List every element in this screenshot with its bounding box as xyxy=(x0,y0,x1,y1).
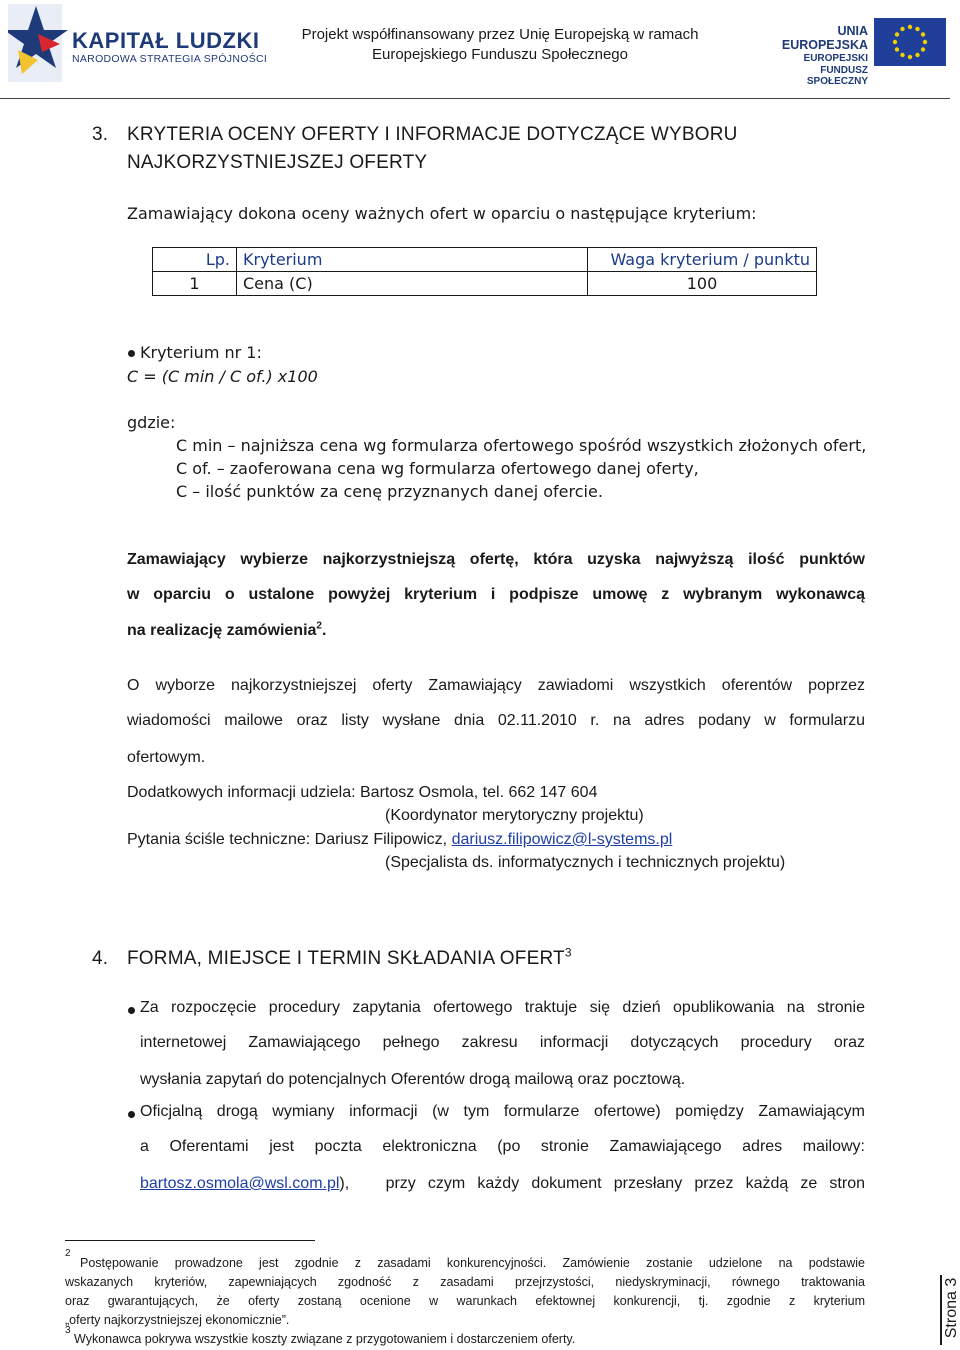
table-cell-lp: 1 xyxy=(153,272,237,296)
section-3-title-line-1: KRYTERIA OCENY OFERTY I INFORMACJE DOTYCZĄCE WYBORU xyxy=(127,124,738,145)
section-4-number: 4. xyxy=(92,948,109,969)
contact-coordinator-role: (Koordynator merytoryczny projektu) xyxy=(385,807,644,824)
header-divider xyxy=(0,98,950,99)
definition-c: C – ilość punktów za cenę przyznanych danej ofercie. xyxy=(176,482,603,501)
notification-line-3: ofertowym. xyxy=(127,749,206,766)
contact-technical xyxy=(127,829,672,851)
definition-c-of: C of. – zaoferowana cena wg formularza ofertowego danej oferty, xyxy=(176,459,699,478)
bullet-icon xyxy=(128,1007,135,1014)
contact-coordinator: Dodatkowych informacji udziela: Bartosz Osmola, tel. 662 147 604 xyxy=(127,784,598,801)
section-4-title xyxy=(127,945,572,970)
where-label: gdzie: xyxy=(127,413,176,432)
footnote-2-line-1: Postępowanie prowadzone jest zgodnie z zasadami konkurencyjności. Zamówienie zostanie udzielone na podstawie xyxy=(80,1256,865,1270)
eu-line-1: UNIA EUROPEJSKA xyxy=(781,24,868,52)
footnote-2-marker: 2 xyxy=(65,1247,71,1259)
footnote-divider xyxy=(65,1240,315,1241)
table-header-lp: Lp. xyxy=(153,248,237,272)
contact-technical-role: (Specjalista ds. informatycznych i technicznych projektu) xyxy=(385,854,786,871)
footnote-ref-3[interactable]: 3 xyxy=(564,945,572,960)
criteria-table xyxy=(152,247,817,296)
criteria-intro: Zamawiający dokona oceny ważnych ofert w oparciu o następujące kryterium: xyxy=(127,204,757,223)
footnote-2-line-2: wskazanych kryteriów, zapewniających zgodność z zasadami przejrzystości, niedyskryminacji, równego traktowania xyxy=(65,1275,865,1289)
table-header-weight: Waga kryterium / punktu xyxy=(588,248,817,272)
criterion-label: Kryterium nr 1: xyxy=(140,343,262,362)
kl-subtitle: NARODOWA STRATEGIA SPÓJNOŚCI xyxy=(72,53,268,65)
bullet-icon xyxy=(128,1111,135,1118)
procedure-start-line-1: Za rozpoczęcie procedury zapytania ofertowego traktuje się dzień opublikowania na stronie xyxy=(140,999,865,1016)
footnote-3-line-1: Wykonawca pokrywa wszystkie koszty związane z przygotowaniem i dostarczeniem oferty. xyxy=(74,1332,576,1346)
communication-line-2: a Oferentami jest poczta elektroniczna (po stronie Zamawiającego adres mailowy: xyxy=(140,1138,865,1155)
footnote-3-number xyxy=(65,1325,71,1344)
footnote-2-line-3: oraz gwarantujących, że oferty zostaną ocenione w warunkach efektownej konkurencji, tj. zgodnie z kryterium xyxy=(65,1294,865,1308)
selection-rule-text: na realizację zamówienia xyxy=(127,622,317,639)
procedure-start-line-2: internetowej Zamawiającego pełnego zakresu informacji dotyczących procedury oraz xyxy=(140,1034,865,1051)
eu-text xyxy=(758,24,868,87)
communication-line-3 xyxy=(140,1173,865,1195)
footnote-2-number xyxy=(65,1248,71,1267)
section-3-number: 3. xyxy=(92,124,109,145)
eu-line-3: FUNDUSZ SPOŁECZNY xyxy=(806,65,868,87)
communication-line-1: Oficjalną drogą wymiany informacji (w tym formularze ofertowe) pomiędzy Zamawiającym xyxy=(140,1103,865,1120)
table-row xyxy=(153,272,817,296)
bullet-icon xyxy=(128,350,135,357)
notification-line-1: O wyborze najkorzystniejszej oferty Zamawiający zawiadomi wszystkich oferentów poprzez xyxy=(127,677,865,694)
price-formula: C = (C min / C of.) x100 xyxy=(127,367,318,386)
footnote-3-marker: 3 xyxy=(65,1324,71,1336)
section-3-title-line-2: NAJKORZYSTNIEJSZEJ OFERTY xyxy=(127,152,428,173)
page-header xyxy=(0,0,960,100)
selection-rule-end: . xyxy=(321,622,327,639)
contact-technical-prefix: Pytania ściśle techniczne: Dariusz Filipowicz, xyxy=(127,831,452,848)
kl-title: KAPITAŁ LUDZKI xyxy=(72,28,260,53)
definition-c-min: C min – najniższa cena wg formularza ofertowego spośród wszystkich złożonych ofert, xyxy=(176,436,867,455)
contact-email-link[interactable]: bartosz.osmola@wsl.com.pl xyxy=(140,1175,340,1192)
table-cell-criterion: Cena (C) xyxy=(237,272,588,296)
selection-rule-line-2: w oparciu o ustalone powyżej kryterium i podpisze umowę z wybranym wykonawcą xyxy=(127,586,865,603)
procedure-start-line-3: wysłania zapytań do potencjalnych Oferentów drogą mailową oraz pocztową. xyxy=(140,1071,686,1088)
eu-line-2: EUROPEJSKI xyxy=(803,53,868,64)
notification-line-2: wiadomości mailowe oraz listy wysłane dnia 02.11.2010 r. na adres podany w formularzu xyxy=(127,712,865,729)
selection-rule-line-1: Zamawiający wybierze najkorzystniejszą ofertę, która uzyska najwyższą ilość punktów xyxy=(127,551,865,568)
eu-flag-icon xyxy=(874,18,946,66)
section-4-title-text: FORMA, MIEJSCE I TERMIN SKŁADANIA OFERT xyxy=(127,948,565,969)
page-number-tab xyxy=(940,1275,960,1345)
footnote-2-line-4: „oferty najkorzystniejszej ekonomicznie”. xyxy=(65,1313,290,1327)
technical-email-link[interactable]: dariusz.filipowicz@l-systems.pl xyxy=(451,831,673,848)
cofinancing-note xyxy=(290,25,710,65)
page-number: Strona 3 xyxy=(943,1277,960,1339)
cofinancing-line-2: Europejskiego Funduszu Społecznego xyxy=(371,46,628,63)
table-cell-weight: 100 xyxy=(588,272,817,296)
selection-rule-line-3 xyxy=(127,620,326,642)
table-header-criterion: Kryterium xyxy=(237,248,588,272)
footnote-ref-2[interactable]: 2 xyxy=(316,620,322,632)
cofinancing-line-1: Projekt współfinansowany przez Unię Europejską w ramach xyxy=(301,26,699,43)
communication-line-3-rest: ), przy czym każdy dokument przesłany przez każdą ze stron xyxy=(339,1175,865,1192)
table-header-row xyxy=(153,248,817,272)
